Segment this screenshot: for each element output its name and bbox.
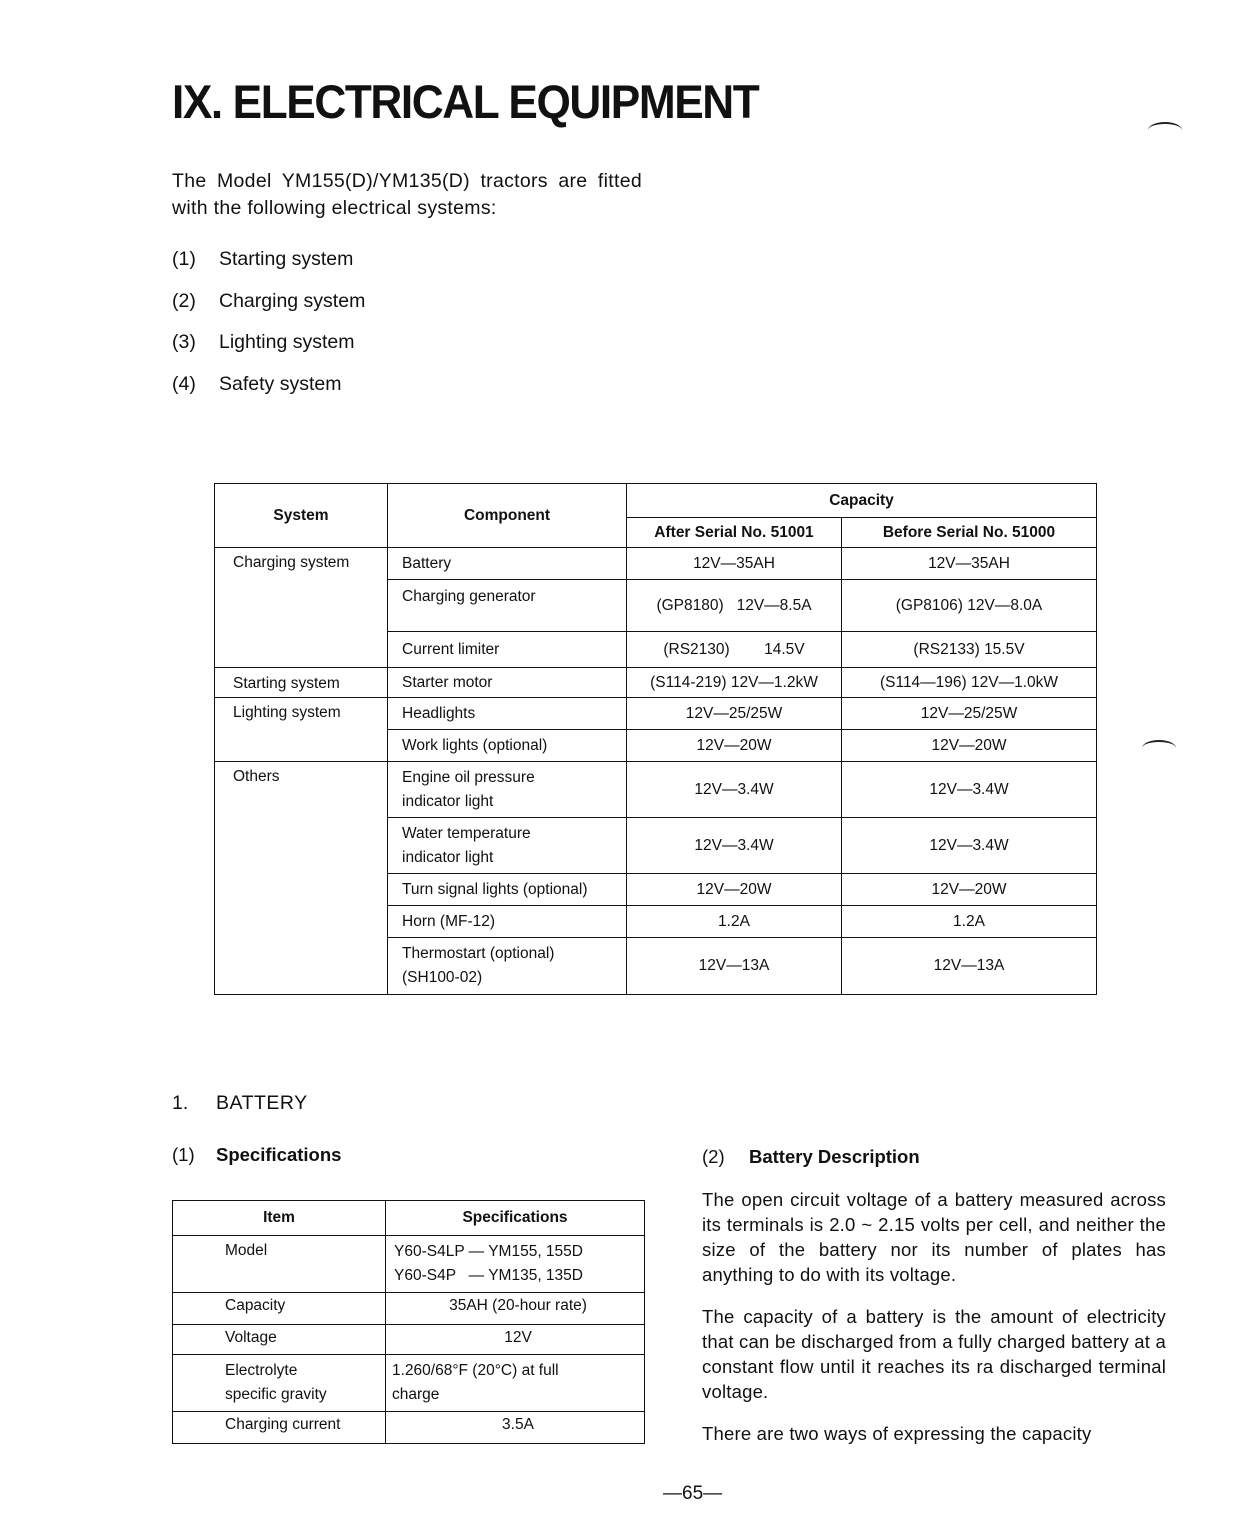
header-before-serial: Before Serial No. 51000	[842, 518, 1097, 548]
component-cell: Headlights	[388, 698, 627, 730]
section-number: 1.	[172, 1092, 189, 1114]
component-cell: Turn signal lights (optional)	[388, 874, 627, 906]
component-line: (SH100-02)	[402, 969, 483, 986]
component-cell	[388, 938, 627, 995]
list-item-label: Starting system	[219, 248, 354, 270]
section-heading-battery	[172, 1092, 308, 1115]
capacity-after-cell: 12V—13A	[627, 938, 842, 995]
capacity-after-cell: 12V—25/25W	[627, 698, 842, 730]
table-row	[173, 1325, 645, 1355]
capacity-after-cell: (RS2130) 14.5V	[627, 632, 842, 668]
spec-value-cell	[386, 1355, 645, 1412]
list-item-label: Lighting system	[219, 331, 355, 353]
description-paragraph: There are two ways of expressing the capacity	[702, 1423, 1092, 1444]
capacity-after-cell: 12V—20W	[627, 874, 842, 906]
subheading-battery-description	[702, 1146, 920, 1168]
list-item	[172, 373, 341, 396]
capacity-after-cell: 1.2A	[627, 906, 842, 938]
list-item-label: Safety system	[219, 373, 342, 395]
capacity-after-cell: 12V—3.4W	[627, 762, 842, 818]
intro-paragraph: The Model YM155(D)/YM135(D) tractors are fitted with the following electrical systems:	[172, 170, 642, 219]
spec-item-line: specific gravity	[225, 1386, 327, 1403]
table-row	[215, 548, 1097, 580]
header-component: Component	[388, 484, 627, 548]
edge-mark-decoration	[1142, 740, 1176, 756]
battery-specifications-table	[172, 1200, 645, 1444]
spec-item-cell: Capacity	[173, 1293, 386, 1325]
spec-item-cell	[173, 1355, 386, 1412]
spec-value-cell: 3.5A	[386, 1412, 645, 1444]
subheading-title: Specifications	[216, 1144, 342, 1165]
table-row	[173, 1293, 645, 1325]
header-system: System	[215, 484, 388, 548]
component-cell: Horn (MF-12)	[388, 906, 627, 938]
capacity-before-cell: 12V—20W	[842, 874, 1097, 906]
component-cell: Current limiter	[388, 632, 627, 668]
spec-item-cell: Charging current	[173, 1412, 386, 1444]
group-others: Others	[215, 762, 388, 995]
capacity-after-cell: (GP8180) 12V—8.5A	[627, 580, 842, 632]
subheading-number: (1)	[172, 1144, 195, 1165]
description-paragraph: The capacity of a battery is the amount of electricity that can be discharged from a fully charged battery at a constant flow until it reaches its ra discharged terminal voltage.	[702, 1306, 1166, 1402]
header-item: Item	[173, 1201, 386, 1236]
component-cell	[388, 818, 627, 874]
list-item-number: (1)	[172, 248, 196, 270]
component-line: Water temperature	[402, 824, 531, 842]
component-cell: Battery	[388, 548, 627, 580]
capacity-after-cell: (S114-219) 12V—1.2kW	[627, 668, 842, 698]
spec-value-cell: 12V	[386, 1325, 645, 1355]
spec-value-cell: 35AH (20-hour rate)	[386, 1293, 645, 1325]
table-row	[173, 1236, 645, 1293]
component-line: indicator light	[402, 792, 494, 810]
capacity-before-cell: 12V—3.4W	[842, 762, 1097, 818]
capacity-before-cell: 12V—13A	[842, 938, 1097, 995]
capacity-before-cell: 12V—20W	[842, 730, 1097, 762]
table-row	[173, 1355, 645, 1412]
page-number: —65—	[663, 1483, 723, 1504]
component-line: Thermostart (optional)	[402, 945, 555, 962]
capacity-before-cell: 12V—25/25W	[842, 698, 1097, 730]
capacity-before-cell: (RS2133) 15.5V	[842, 632, 1097, 668]
capacity-after-cell: 12V—20W	[627, 730, 842, 762]
spec-item-line: Electrolyte	[225, 1362, 298, 1379]
table-row	[173, 1412, 645, 1444]
electrical-systems-table	[214, 483, 1097, 995]
component-cell: Charging generator	[388, 580, 627, 632]
group-lighting-system: Lighting system	[215, 698, 388, 762]
table-row	[215, 668, 1097, 698]
list-item-label: Charging system	[219, 290, 366, 312]
group-starting-system: Starting system	[215, 668, 388, 698]
header-capacity: Capacity	[627, 484, 1097, 518]
capacity-before-cell: (GP8106) 12V—8.0A	[842, 580, 1097, 632]
list-item	[172, 248, 353, 271]
spec-item-cell: Voltage	[173, 1325, 386, 1355]
capacity-before-cell: (S114—196) 12V—1.0kW	[842, 668, 1097, 698]
component-cell: Starter motor	[388, 668, 627, 698]
spec-value-line: charge	[392, 1386, 440, 1403]
page-title: IX. ELECTRICAL EQUIPMENT	[172, 75, 759, 128]
list-item-number: (2)	[172, 290, 196, 312]
header-specifications: Specifications	[386, 1201, 645, 1236]
spec-value-line: 1.260/68°F (20°C) at full	[392, 1362, 559, 1379]
spec-item-cell: Model	[173, 1236, 386, 1293]
capacity-after-cell: 12V—3.4W	[627, 818, 842, 874]
subheading-number: (2)	[702, 1146, 725, 1167]
header-after-serial: After Serial No. 51001	[627, 518, 842, 548]
spec-value-line: Y60-S4P — YM135, 135D	[394, 1267, 583, 1284]
component-cell: Work lights (optional)	[388, 730, 627, 762]
list-item-number: (3)	[172, 331, 196, 353]
table-row	[215, 762, 1097, 818]
list-item	[172, 331, 354, 354]
description-paragraph: The open circuit voltage of a battery measured across its terminals is 2.0 ~ 2.15 volts per cell, and neither the size of the battery nor its number of plates has anything to do with its voltage.	[702, 1189, 1166, 1285]
subheading-title: Battery Description	[749, 1146, 920, 1167]
capacity-before-cell: 12V—35AH	[842, 548, 1097, 580]
list-item-number: (4)	[172, 373, 196, 395]
list-item	[172, 290, 365, 313]
capacity-after-cell: 12V—35AH	[627, 548, 842, 580]
spec-value-cell	[386, 1236, 645, 1293]
capacity-before-cell: 1.2A	[842, 906, 1097, 938]
component-cell	[388, 762, 627, 818]
subheading-specifications	[172, 1144, 341, 1166]
component-line: indicator light	[402, 848, 494, 866]
spec-value-line: Y60-S4LP — YM155, 155D	[394, 1243, 583, 1260]
group-charging-system: Charging system	[215, 548, 388, 668]
table-row	[215, 698, 1097, 730]
edge-mark-decoration	[1148, 122, 1182, 138]
section-title: BATTERY	[216, 1092, 308, 1114]
component-line: Engine oil pressure	[402, 768, 535, 786]
capacity-before-cell: 12V—3.4W	[842, 818, 1097, 874]
